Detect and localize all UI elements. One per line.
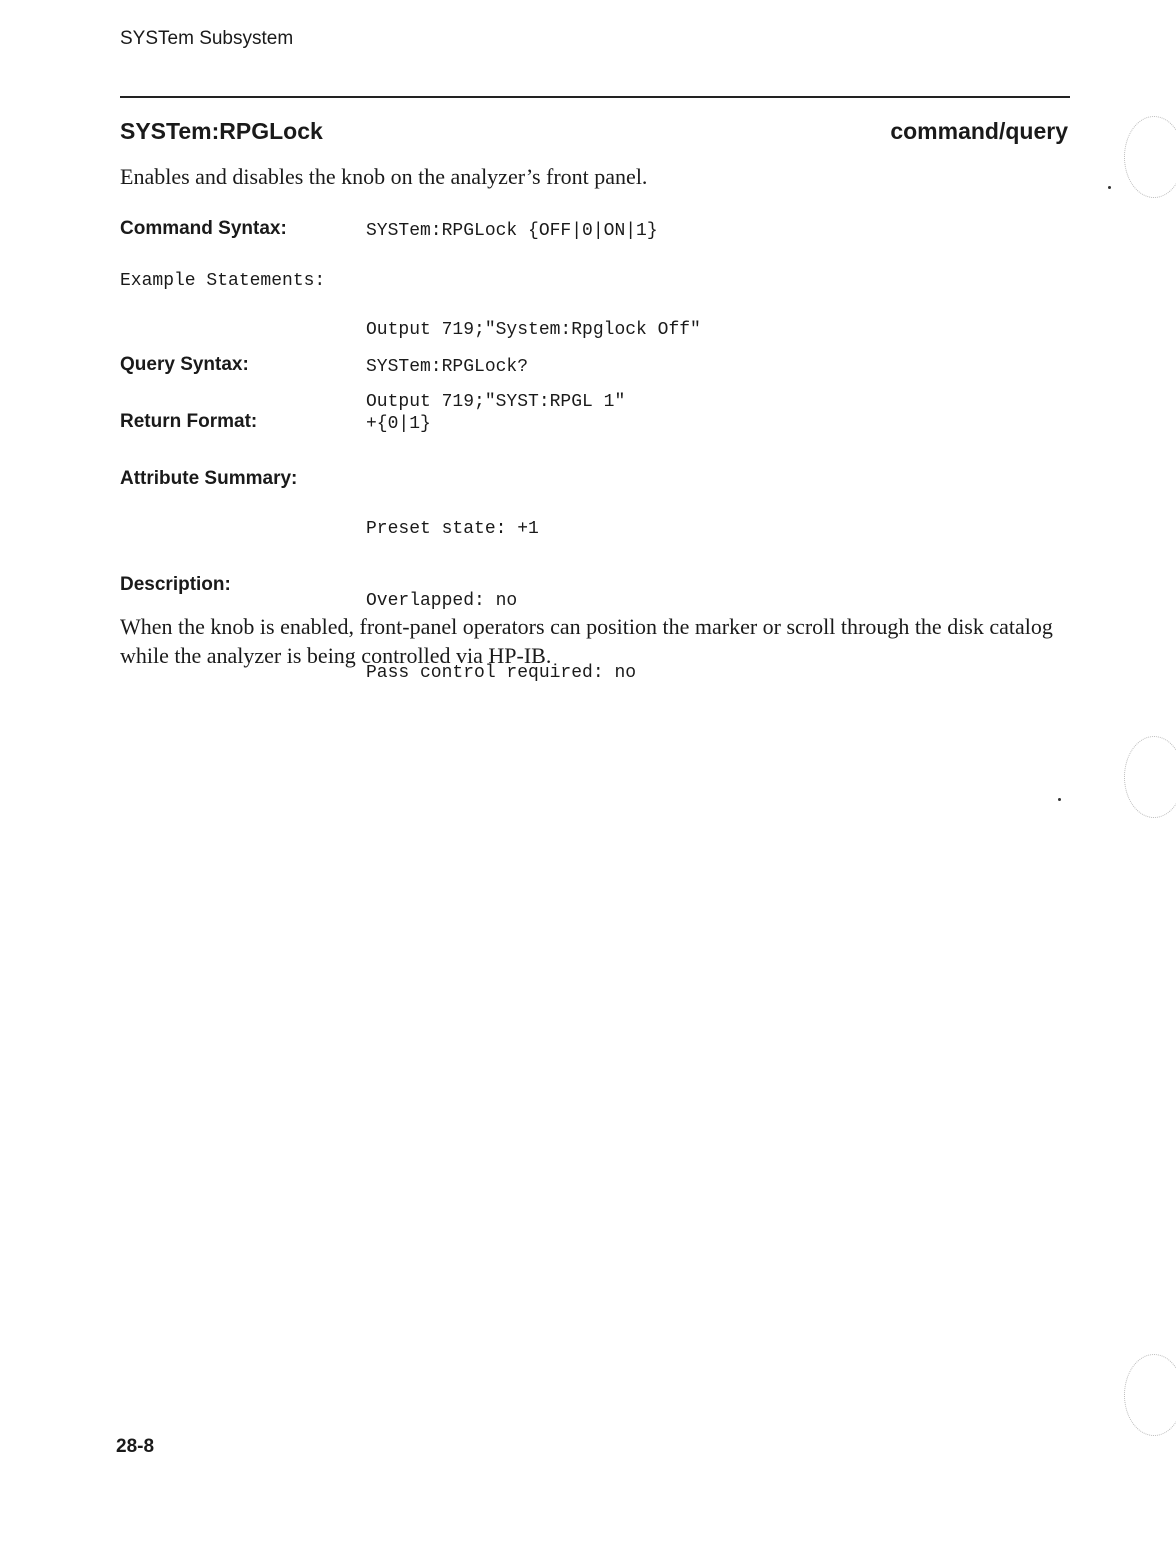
command-syntax-value: SYSTem:RPGLock {OFF|0|ON|1} <box>366 221 658 241</box>
attribute-summary-label: Attribute Summary: <box>120 468 298 489</box>
attribute-line: Pass control required: no <box>366 663 637 683</box>
return-format-value: +{0|1} <box>366 414 431 434</box>
header-rule <box>120 96 1070 98</box>
query-syntax-value: SYSTem:RPGLock? <box>366 357 529 377</box>
attribute-line: Overlapped: no <box>366 591 518 611</box>
punch-hole-bottom <box>1124 1354 1176 1436</box>
command-syntax-label: Command Syntax: <box>120 218 287 239</box>
query-syntax-label: Query Syntax: <box>120 354 249 375</box>
command-type: command/query <box>890 118 1068 144</box>
intro-text: Enables and disables the knob on the analyzer’s front panel. <box>120 164 648 189</box>
attribute-summary-value <box>366 469 636 709</box>
punch-hole-middle <box>1124 736 1176 818</box>
command-title: SYSTem:RPGLock <box>120 118 323 144</box>
scan-speck <box>1058 798 1061 801</box>
description-body: When the knob is enabled, front-panel operators can position the marker or scroll through the disk catalog while the analyzer is being controlled via HP-IB. <box>120 614 1053 668</box>
example-statement-line: Output 719;"System:Rpglock Off" <box>366 320 701 340</box>
page-number: 28-8 <box>116 1436 155 1457</box>
example-statements-label: Example Statements: <box>120 271 326 291</box>
running-header: SYSTem Subsystem <box>120 28 294 49</box>
description-heading: Description: <box>120 574 231 595</box>
scan-speck <box>1108 186 1111 189</box>
example-statement-line: Output 719;"SYST:RPGL 1" <box>366 392 626 412</box>
return-format-label: Return Format: <box>120 411 258 432</box>
attribute-line: Preset state: +1 <box>366 519 539 539</box>
punch-hole-top <box>1124 116 1176 198</box>
